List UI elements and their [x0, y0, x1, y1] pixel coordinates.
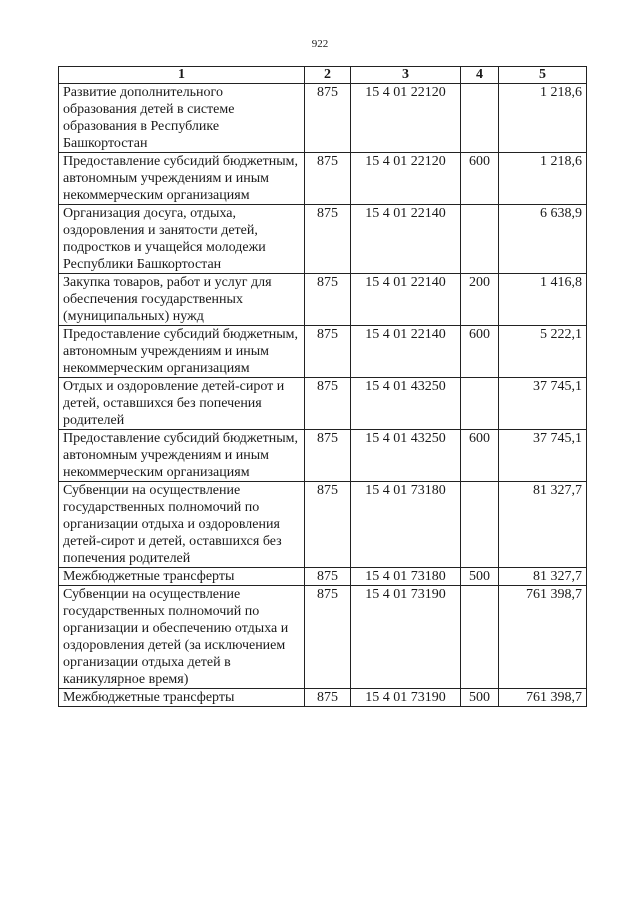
row-sum: 5 222,1: [499, 326, 587, 378]
row-csr: 15 4 01 43250: [351, 378, 461, 430]
row-vr: 200: [461, 274, 499, 326]
row-name: Организация досуга, отдыха, оздоровления и занятости детей, подростков и учащейся молодежи Республики Башкортостан: [59, 205, 305, 274]
row-sum: 761 398,7: [499, 689, 587, 707]
row-sum: 761 398,7: [499, 586, 587, 689]
row-csr: 15 4 01 22120: [351, 84, 461, 153]
table-row: [59, 84, 587, 153]
row-vr: 600: [461, 326, 499, 378]
table-row: [59, 568, 587, 586]
row-vr: 600: [461, 153, 499, 205]
table-row: [59, 689, 587, 707]
row-csr: 15 4 01 73190: [351, 689, 461, 707]
row-name: Субвенции на осуществление государственных полномочий по организации отдыха и оздоровления детей-сирот и детей, оставшихся без попечения родителей: [59, 482, 305, 568]
row-vr: 600: [461, 430, 499, 482]
row-vr: [461, 84, 499, 153]
table-row: [59, 430, 587, 482]
row-name: Отдых и оздоровление детей-сирот и детей, оставшихся без попечения родителей: [59, 378, 305, 430]
header-col-3: 3: [351, 67, 461, 84]
header-col-2: 2: [305, 67, 351, 84]
row-vr: [461, 378, 499, 430]
row-vr: 500: [461, 689, 499, 707]
table-header-row: [59, 67, 587, 84]
row-vr: [461, 205, 499, 274]
row-csr: 15 4 01 73190: [351, 586, 461, 689]
table-row: [59, 378, 587, 430]
row-csr: 15 4 01 43250: [351, 430, 461, 482]
row-csr: 15 4 01 22140: [351, 205, 461, 274]
row-name: Развитие дополнительного образования детей в системе образования в Республике Башкортостан: [59, 84, 305, 153]
row-sum: 1 218,6: [499, 84, 587, 153]
row-name: Межбюджетные трансферты: [59, 568, 305, 586]
row-name: Предоставление субсидий бюджетным, автономным учреждениям и иным некоммерческим организациям: [59, 326, 305, 378]
row-ved: 875: [305, 430, 351, 482]
row-sum: 37 745,1: [499, 378, 587, 430]
row-sum: 1 416,8: [499, 274, 587, 326]
row-sum: 81 327,7: [499, 568, 587, 586]
row-sum: 1 218,6: [499, 153, 587, 205]
table-row: [59, 205, 587, 274]
row-sum: 37 745,1: [499, 430, 587, 482]
row-csr: 15 4 01 22140: [351, 326, 461, 378]
row-ved: 875: [305, 84, 351, 153]
table-body: [59, 84, 587, 707]
row-ved: 875: [305, 326, 351, 378]
row-name: Закупка товаров, работ и услуг для обеспечения государственных (муниципальных) нужд: [59, 274, 305, 326]
table-row: [59, 274, 587, 326]
row-vr: [461, 586, 499, 689]
row-name: Предоставление субсидий бюджетным, автономным учреждениям и иным некоммерческим организациям: [59, 430, 305, 482]
row-ved: 875: [305, 274, 351, 326]
row-sum: 81 327,7: [499, 482, 587, 568]
row-csr: 15 4 01 73180: [351, 482, 461, 568]
table-row: [59, 586, 587, 689]
table-row: [59, 482, 587, 568]
header-col-1: 1: [59, 67, 305, 84]
row-ved: 875: [305, 378, 351, 430]
row-ved: 875: [305, 153, 351, 205]
row-csr: 15 4 01 73180: [351, 568, 461, 586]
table-row: [59, 153, 587, 205]
row-csr: 15 4 01 22120: [351, 153, 461, 205]
header-col-5: 5: [499, 67, 587, 84]
row-sum: 6 638,9: [499, 205, 587, 274]
page-number: 922: [311, 38, 329, 50]
row-ved: 875: [305, 568, 351, 586]
row-ved: 875: [305, 689, 351, 707]
header-col-4: 4: [461, 67, 499, 84]
row-ved: 875: [305, 586, 351, 689]
row-csr: 15 4 01 22140: [351, 274, 461, 326]
table-row: [59, 326, 587, 378]
row-name: Предоставление субсидий бюджетным, автономным учреждениям и иным некоммерческим организациям: [59, 153, 305, 205]
row-vr: [461, 482, 499, 568]
budget-table: [58, 66, 587, 707]
row-name: Межбюджетные трансферты: [59, 689, 305, 707]
row-vr: 500: [461, 568, 499, 586]
row-ved: 875: [305, 482, 351, 568]
row-ved: 875: [305, 205, 351, 274]
row-name: Субвенции на осуществление государственных полномочий по организации и обеспечению отдыха и оздоровления детей (за исключением организации отдыха детей в каникулярное время): [59, 586, 305, 689]
